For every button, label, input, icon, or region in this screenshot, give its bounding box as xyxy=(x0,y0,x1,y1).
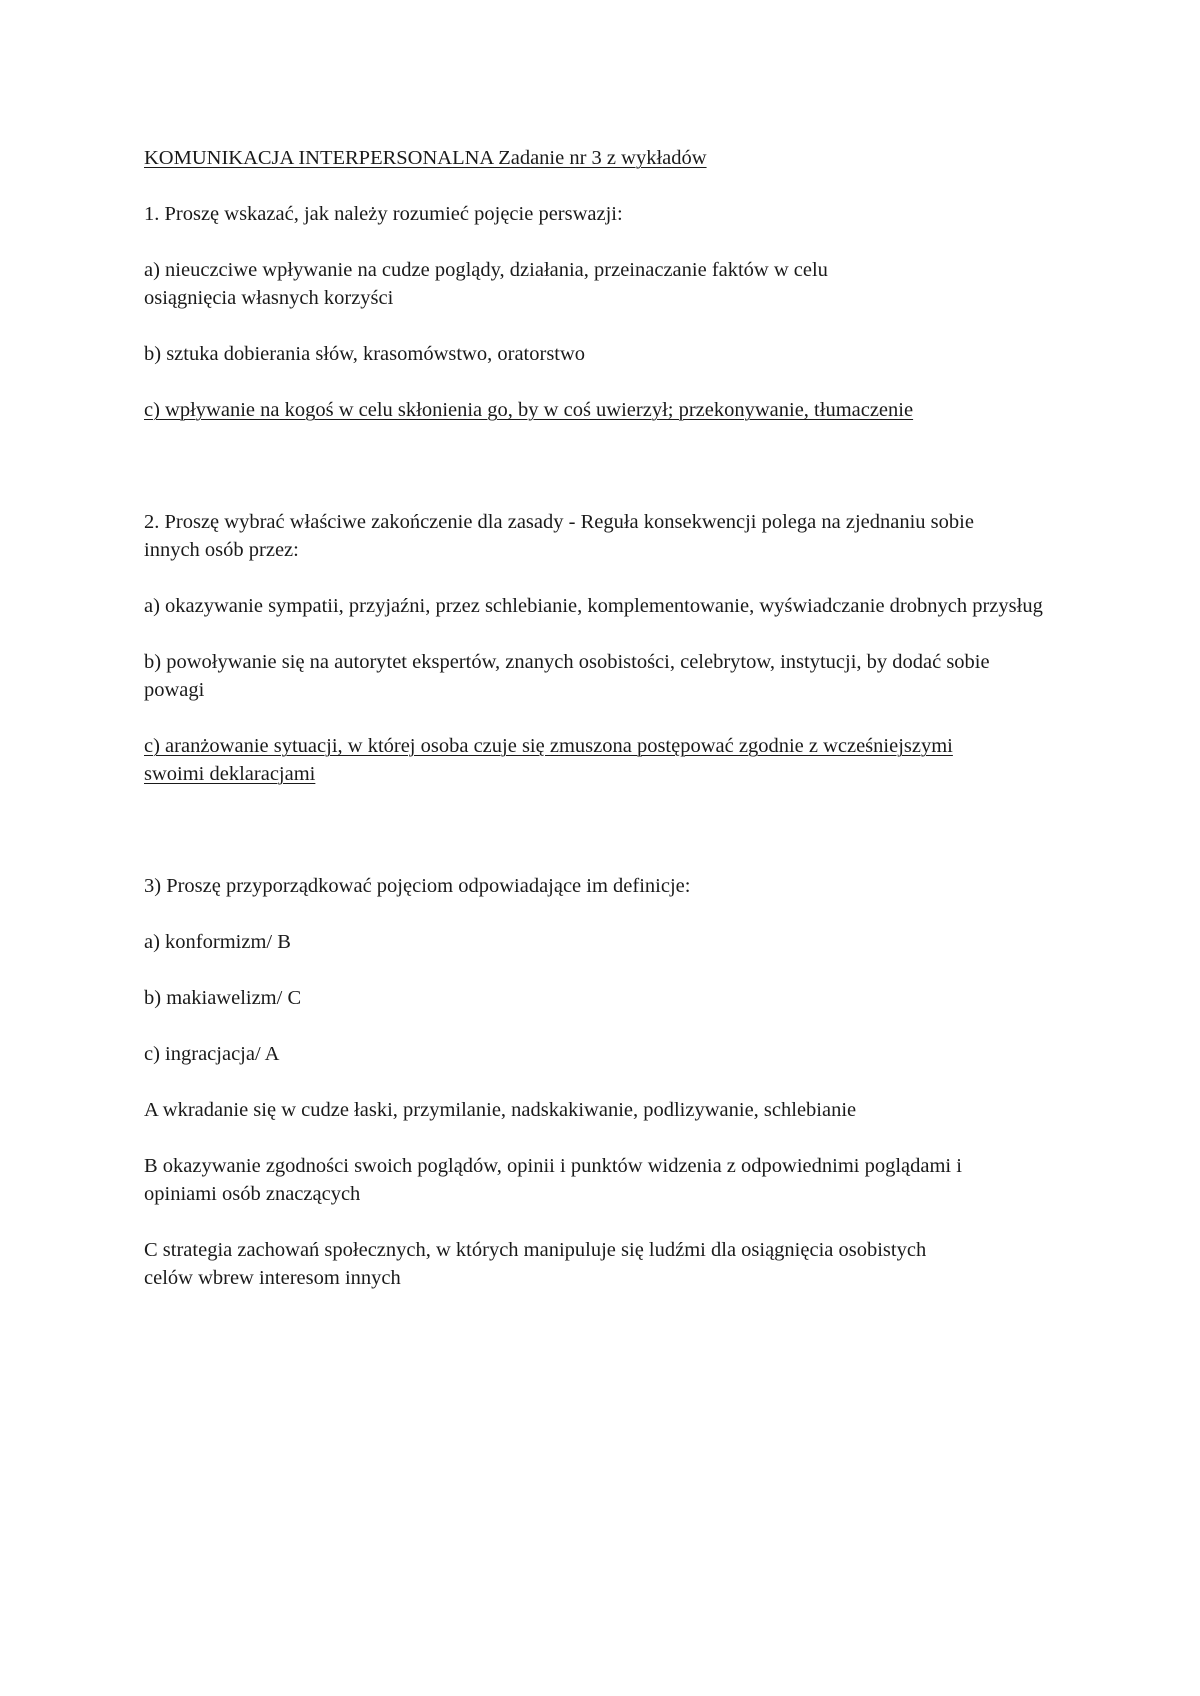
question-2 xyxy=(144,508,1084,788)
question-3-prompt: 3) Proszę przyporządkować pojęciom odpowiadające im definicje: xyxy=(144,875,691,897)
question-3-definition-c: C strategia zachowań społecznych, w których manipuluje się ludźmi dla osiągnięcia osobistych celów wbrew interesom innych xyxy=(144,1239,927,1289)
question-1-option-b: b) sztuka dobierania słów, krasomówstwo, oratorstwo xyxy=(144,343,586,365)
question-3-item-c: c) ingracjacja/ A xyxy=(144,1043,280,1065)
question-1-option-a: a) nieuczciwe wpływanie na cudze poglądy, działania, przeinaczanie faktów w celu osiągnięcia własnych korzyści xyxy=(144,259,828,309)
question-3-definition-b: B okazywanie zgodności swoich poglądów, opinii i punktów widzenia z odpowiednimi poglądami i opiniami osób znaczących xyxy=(144,1155,962,1205)
question-3-definition-a: A wkradanie się w cudze łaski, przymilanie, nadskakiwanie, podlizywanie, schlebianie xyxy=(144,1099,857,1121)
question-3 xyxy=(144,872,1084,1292)
spacer xyxy=(144,816,1084,872)
document-body xyxy=(144,144,1084,1320)
question-1-prompt: 1. Proszę wskazać, jak należy rozumieć pojęcie perswazji: xyxy=(144,203,623,225)
question-1 xyxy=(144,200,1084,424)
question-3-item-a: a) konformizm/ B xyxy=(144,931,291,953)
question-2-option-c-selected: c) aranżowanie sytuacji, w której osoba czuje się zmuszona postępować zgodnie z wcześniejszymi swoimi deklaracjami xyxy=(144,735,953,785)
question-2-option-a: a) okazywanie sympatii, przyjaźni, przez schlebianie, komplementowanie, wyświadczanie drobnych przysług xyxy=(144,595,1043,617)
document-title: KOMUNIKACJA INTERPERSONALNA Zadanie nr 3 z wykładów xyxy=(144,147,707,169)
question-2-option-b: b) powoływanie się na autorytet ekspertów, znanych osobistości, celebrytow, instytucji, by dodać sobie powagi xyxy=(144,651,990,701)
question-1-option-c-selected: c) wpływanie na kogoś w celu skłonienia go, by w coś uwierzył; przekonywanie, tłumaczenie xyxy=(144,399,914,421)
question-3-item-b: b) makiawelizm/ C xyxy=(144,987,302,1009)
question-2-prompt: 2. Proszę wybrać właściwe zakończenie dla zasady - Reguła konsekwencji polega na zjednaniu sobie innych osób przez: xyxy=(144,511,974,561)
spacer xyxy=(144,452,1084,508)
